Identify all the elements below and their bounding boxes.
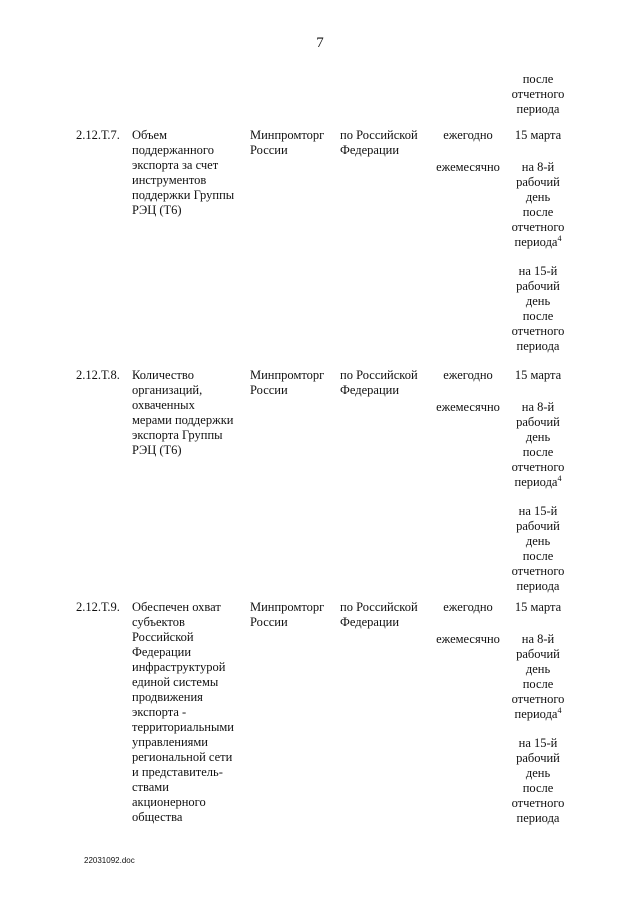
text-line-value: рабочий xyxy=(516,415,560,429)
text-line: Федерации xyxy=(340,383,400,397)
frequency-monthly: ежемесячно xyxy=(436,160,500,174)
frequency-monthly: ежемесячно xyxy=(436,632,500,646)
text-line: периода xyxy=(516,339,560,353)
text-line: по Российской xyxy=(340,128,418,142)
text-line: по Российской xyxy=(340,368,418,382)
responsible-agency xyxy=(250,600,340,630)
text-line: рабочий xyxy=(516,751,560,765)
text-line xyxy=(503,677,573,692)
frequency-monthly: ежемесячно xyxy=(436,400,500,414)
text-line: России xyxy=(250,383,288,397)
text-line: Федерации xyxy=(340,615,400,629)
text-line xyxy=(503,430,573,445)
text-line-value: день xyxy=(525,430,551,444)
text-line: экспорта Группы xyxy=(132,428,223,442)
text-line: организаций, xyxy=(132,383,203,397)
text-line: экспорта за счет xyxy=(132,158,219,172)
indicator-name xyxy=(132,368,252,458)
text-line-value: рабочий xyxy=(516,175,560,189)
text-line: после xyxy=(522,549,554,563)
footnote-mark: 4 xyxy=(557,234,562,243)
text-line: общества xyxy=(132,810,183,824)
due-date-monthly-8th xyxy=(503,632,573,722)
text-line-value: периода xyxy=(514,475,558,489)
text-line: отчетного xyxy=(511,324,565,338)
text-line-value: на 8-й xyxy=(521,400,555,414)
responsible-agency xyxy=(250,368,340,398)
text-line: управлениями xyxy=(132,735,208,749)
responsible-agency xyxy=(250,128,340,158)
footnote-mark: 4 xyxy=(557,474,562,483)
text-line xyxy=(503,707,573,722)
text-line xyxy=(503,235,573,250)
text-line-value: на 8-й xyxy=(521,160,555,174)
text-line: Федерации xyxy=(132,645,192,659)
reporting-level xyxy=(340,128,428,158)
text-line-value: день xyxy=(525,190,551,204)
text-line: периода xyxy=(516,579,560,593)
due-date-monthly-15th xyxy=(503,264,573,354)
text-line: охваченных xyxy=(132,398,195,412)
footnote-mark: 4 xyxy=(557,706,562,715)
text-line-value: рабочий xyxy=(516,647,560,661)
text-line xyxy=(503,160,573,175)
text-line-value: после xyxy=(522,445,554,459)
text-line: экспорта - xyxy=(132,705,187,719)
text-line: поддержки Группы xyxy=(132,188,235,202)
text-line: рабочий xyxy=(516,279,560,293)
text-line: инфраструктурой xyxy=(132,660,226,674)
text-line xyxy=(503,175,573,190)
text-line-value: после xyxy=(522,205,554,219)
text-line: региональной сети xyxy=(132,750,233,764)
reporting-level xyxy=(340,368,428,398)
text-line: субъектов xyxy=(132,615,185,629)
text-line: после xyxy=(522,72,554,86)
text-line: Минпромторг xyxy=(250,128,325,142)
text-line xyxy=(503,632,573,647)
text-line-value: день xyxy=(525,662,551,676)
text-line xyxy=(503,205,573,220)
text-line: после xyxy=(522,309,554,323)
indicator-id: 2.12.Т.7. xyxy=(76,128,120,142)
text-line xyxy=(503,460,573,475)
text-line: России xyxy=(250,143,288,157)
text-line: России xyxy=(250,615,288,629)
text-line: отчетного xyxy=(511,87,565,101)
text-line-value: отчетного xyxy=(511,460,565,474)
text-line-value: отчетного xyxy=(511,692,565,706)
text-line: продвижения xyxy=(132,690,203,704)
text-line: мерами поддержки xyxy=(132,413,234,427)
indicator-name xyxy=(132,128,252,218)
text-line: день xyxy=(525,766,551,780)
text-line: РЭЦ (Т6) xyxy=(132,443,182,457)
text-line xyxy=(503,445,573,460)
text-line: после xyxy=(522,781,554,795)
indicator-id: 2.12.Т.9. xyxy=(76,600,120,614)
text-line: день xyxy=(525,294,551,308)
text-line: периода xyxy=(516,811,560,825)
text-line xyxy=(503,400,573,415)
frequency-annual: ежегодно xyxy=(443,368,493,382)
due-date-monthly-15th xyxy=(503,504,573,594)
text-line: РЭЦ (Т6) xyxy=(132,203,182,217)
text-line: единой системы xyxy=(132,675,219,689)
text-line: и представитель- xyxy=(132,765,223,779)
text-line: поддержанного xyxy=(132,143,214,157)
text-line: ствами xyxy=(132,780,169,794)
text-line xyxy=(503,475,573,490)
text-line-value: отчетного xyxy=(511,220,565,234)
due-date-monthly-8th xyxy=(503,400,573,490)
indicator-id: 2.12.Т.8. xyxy=(76,368,120,382)
document-filename: 22031092.doc xyxy=(84,856,135,865)
text-line xyxy=(503,190,573,205)
text-line: Минпромторг xyxy=(250,600,325,614)
reporting-level xyxy=(340,600,428,630)
text-line-value: на 8-й xyxy=(521,632,555,646)
text-line: инструментов xyxy=(132,173,207,187)
due-date-annual: 15 марта xyxy=(514,128,562,142)
frequency-annual: ежегодно xyxy=(443,128,493,142)
text-line: периода xyxy=(516,102,560,116)
text-line: Количество xyxy=(132,368,194,382)
text-line: на 15-й xyxy=(518,736,558,750)
text-line: рабочий xyxy=(516,519,560,533)
text-line: отчетного xyxy=(511,564,565,578)
text-line: Объем xyxy=(132,128,167,142)
text-line: Минпромторг xyxy=(250,368,325,382)
text-line xyxy=(503,220,573,235)
page-number: 7 xyxy=(316,35,324,51)
frequency-annual: ежегодно xyxy=(443,600,493,614)
text-line: Российской xyxy=(132,630,194,644)
text-line-value: после xyxy=(522,677,554,691)
due-date-annual: 15 марта xyxy=(514,368,562,382)
text-line: Федерации xyxy=(340,143,400,157)
text-line: акционерного xyxy=(132,795,206,809)
text-line: на 15-й xyxy=(518,264,558,278)
text-line xyxy=(503,647,573,662)
indicator-name xyxy=(132,600,252,825)
text-line-value: периода xyxy=(514,707,558,721)
text-line: день xyxy=(525,534,551,548)
text-line: отчетного xyxy=(511,796,565,810)
text-line: Обеспечен охват xyxy=(132,600,221,614)
text-line xyxy=(503,692,573,707)
text-line: по Российской xyxy=(340,600,418,614)
text-line xyxy=(503,662,573,677)
continuation-due-text xyxy=(503,72,573,117)
text-line: территориальными xyxy=(132,720,234,734)
due-date-annual: 15 марта xyxy=(514,600,562,614)
text-line-value: периода xyxy=(514,235,558,249)
text-line xyxy=(503,415,573,430)
text-line: на 15-й xyxy=(518,504,558,518)
due-date-monthly-8th xyxy=(503,160,573,250)
due-date-monthly-15th xyxy=(503,736,573,826)
